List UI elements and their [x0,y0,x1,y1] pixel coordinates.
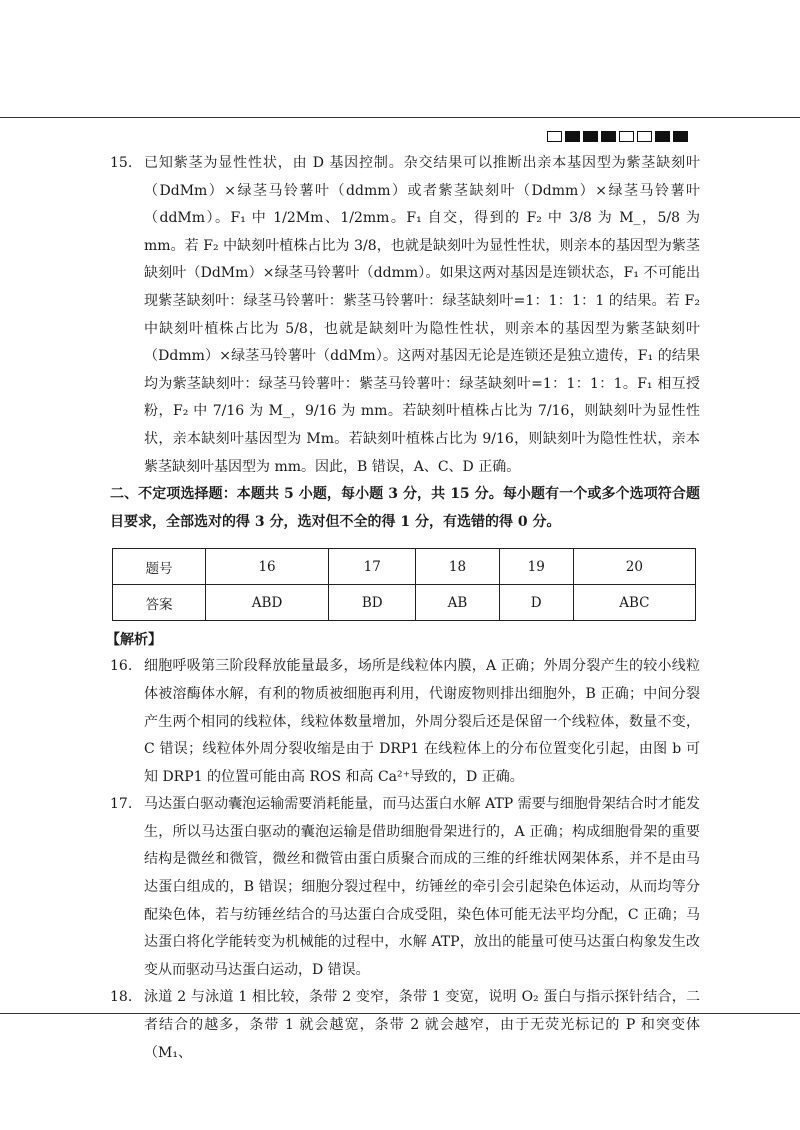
question-text: 细胞呼吸第三阶段释放能量最多，场所是线粒体内膜，A 正确；外周分裂产生的较小线粒体被溶酶体水解，有利的物质被细胞再利用，代谢废物则排出细胞外，B 正确；中间分裂产生两个相同的线粒体，线粒体数量增加，外周分裂后还是保留一个线粒体，数量不变，C 错误；线粒体外周分裂收缩是由于 DRP1 在线粒体上的分布位置变化引起，由图 b 可知 DRP1 的位置可能由高 ROS 和高 Ca²⁺导致的，D 正确。 [144,658,700,785]
question-16 [110,653,700,791]
table-cell: ABC [573,585,695,621]
marker-box-empty-2 [619,131,634,142]
table-cell: 20 [573,549,695,585]
table-cell: D [499,585,573,621]
table-cell: 19 [499,549,573,585]
question-number: 16. [110,658,133,675]
table-cell: ABD [206,585,329,621]
question-number: 18. [110,989,133,1006]
table-cell: AB [416,585,499,621]
question-17 [110,791,700,984]
marker-box-filled-3 [601,131,616,142]
question-number: 15. [110,155,133,171]
table-row [113,549,696,585]
document-content [106,150,700,1067]
table-row [113,585,696,621]
table-header-cell: 题号 [113,549,206,585]
analysis-heading: 【解析】 [106,632,162,649]
question-text: 马达蛋白驱动囊泡运输需要消耗能量，而马达蛋白水解 ATP 需要与细胞骨架结合时才能发生，所以马达蛋白驱动的囊泡运输是借助细胞骨架进行的，A 正确；构成细胞骨架的重要结构是微丝和微管，微丝和微管由蛋白质聚合而成的三维的纤维状网架体系，并不是由马达蛋白组成的，B 错误；细胞分裂过程中，纺锤丝的牵引会引起染色体运动，从而均等分配染色体，若与纺锤丝结合的马达蛋白合成受阻，染色体可能无法平均分配，C 正确；马达蛋白将化学能转变为机械能的过程中，水解 ATP，放出的能量可使马达蛋白构象发生改变从而驱动马达蛋白运动，D 错误。 [144,796,700,978]
page-marker [547,131,688,142]
marker-box-filled-5 [673,131,688,142]
table-cell: BD [329,585,416,621]
table-header-cell: 答案 [113,585,206,621]
table-cell: 18 [416,549,499,585]
question-number: 17. [110,796,133,813]
marker-box-filled-4 [655,131,670,142]
marker-box-empty-1 [547,131,562,142]
answer-table [112,548,696,621]
section-heading: 二、不定项选择题：本题共 5 小题，每小题 3 分，共 15 分。每小题有一个或多个选项符合题目要求，全部选对的得 3 分，选对但不全的得 1 分，有选错的得 0 分。 [110,486,700,530]
marker-box-empty-3 [637,131,652,142]
marker-box-filled-1 [565,131,580,142]
question-text: 已知紫茎为显性性状，由 D 基因控制。杂交结果可以推断出亲本基因型为紫茎缺刻叶（DdMm）×绿茎马铃薯叶（ddmm）或者紫茎缺刻叶（Ddmm）×绿茎马铃薯叶（ddMm）。F₁ 中 1/2Mm、1/2mm。F₁ 自交，得到的 F₂ 中 3/8 为 M_，5/8 为 mm。若 F₂ 中缺刻叶植株占比为 3/8，也就是缺刻叶为显性性状，则亲本的基因型为紫茎缺刻叶（DdMm）×绿茎马铃薯叶（ddmm）。如果这两对基因是连锁状态，F₁ 不可能出现紫茎缺刻叶：绿茎马铃薯叶：紫茎马铃薯叶：绿茎缺刻叶=1：1：1：1 的结果。若 F₂ 中缺刻叶植株占比为 5/8，也就是缺刻叶为隐性性状，则亲本的基因型为紫茎缺刻叶（Ddmm）×绿茎马铃薯叶（ddMm）。这两对基因无论是连锁还是独立遗传，F₁ 的结果均为紫茎缺刻叶：绿茎马铃薯叶：紫茎马铃薯叶：绿茎缺刻叶=1：1：1：1。F₁ 相互授粉，F₂ 中 7/16 为 M_，9/16 为 mm。若缺刻叶植株占比为 7/16，则缺刻叶为显性性状，亲本缺刻叶基因型为 Mm。若缺刻叶植株占比为 9/16，则缺刻叶为隐性性状，亲本紫茎缺刻叶基因型为 mm。因此，B 错误，A、C、D 正确。 [144,155,700,475]
question-18 [110,984,700,1067]
question-15 [110,150,700,481]
table-cell: 16 [206,549,329,585]
marker-box-filled-2 [583,131,598,142]
question-text: 泳道 2 与泳道 1 相比较，条带 2 变窄，条带 1 变宽，说明 O₂ 蛋白与指示探针结合，二者结合的越多，条带 1 就会越宽，条带 2 就会越窄，由于无荧光标记的 P 和突变体（M₁、 [144,989,700,1061]
table-cell: 17 [329,549,416,585]
